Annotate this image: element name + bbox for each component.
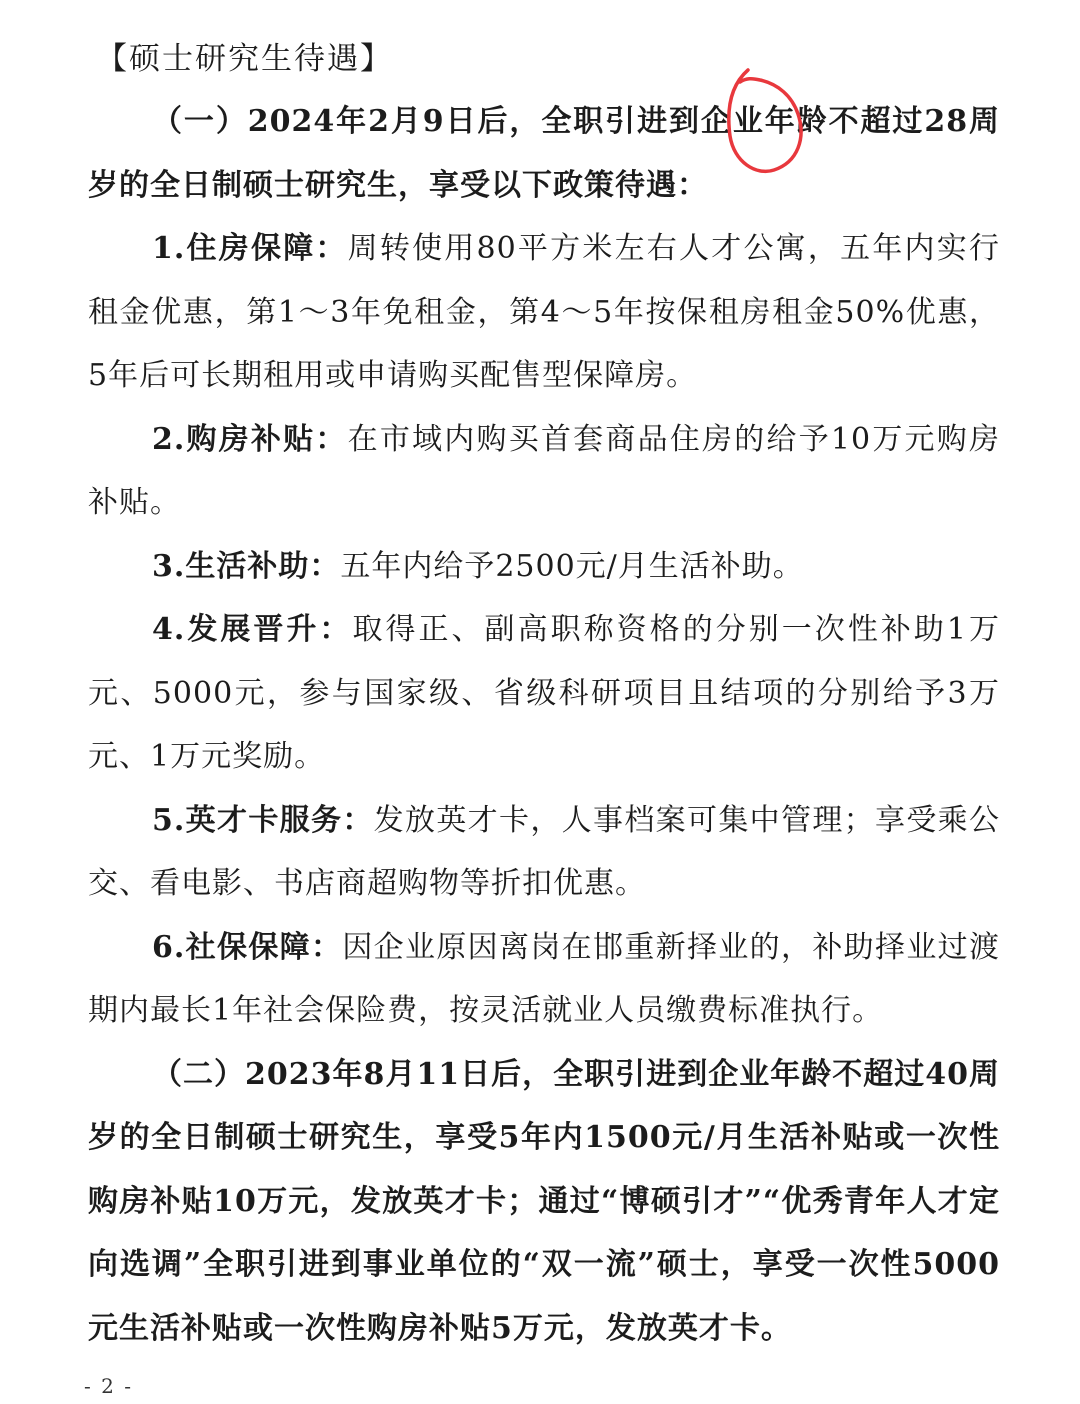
policy-item-text: 因企业原因离岗在邯重新择业的，补助择业过渡期内最长1年社会保险费，按灵活就业人员缴费标准执行。	[88, 929, 1000, 1028]
policy-item-text: 在市域内购买首套商品住房的给予10万元购房补贴。	[88, 421, 1000, 520]
policy-item-text: 周转使用80平方米左右人才公寓，五年内实行租金优惠，第1～3年免租金，第4～5年按保租房租金50%优惠，5年后可长期租用或申请购买配售型保障房。	[88, 231, 1000, 393]
policy-item-text: 五年内给予2500元/月生活补助。	[340, 548, 804, 584]
policy-item-text: 取得正、副高职称资格的分别一次性补助1万元、5000元，参与国家级、省级科研项目且结项的分别给予3万元、1万元奖励。	[88, 612, 1000, 774]
section-title: 【硕士研究生待遇】	[96, 41, 393, 77]
document-body	[88, 90, 1000, 1360]
policy-item-label: 4.发展晋升：	[152, 612, 353, 647]
policy-item-social-security	[88, 916, 1000, 1043]
policy-item-label: 5.英才卡服务：	[152, 802, 374, 838]
policy-item-label: 6.社保保障：	[152, 929, 343, 965]
policy-item-living-allowance	[88, 535, 1000, 599]
part2-paragraph: （二）2023年8月11日后，全职引进到企业年龄不超过40周岁的全日制硕士研究生，享受5年内1500元/月生活补贴或一次性购房补贴10万元，发放英才卡；通过“博硕引才”“优秀青年人才定向选调”全职引进到事业单位的“双一流”硕士，享受一次性5000元生活补贴或一次性购房补贴5万元，发放英才卡。	[88, 1056, 1000, 1346]
page-number: - 2 -	[84, 1374, 133, 1398]
policy-item-label: 3.生活补助：	[152, 548, 341, 584]
policy-item-housing	[88, 217, 1000, 408]
policy-item-text: 发放英才卡，人事档案可集中管理；享受乘公交、看电影、书店商超购物等折扣优惠。	[88, 802, 1000, 901]
policy-item-purchase-subsidy	[88, 408, 1000, 535]
part1-intro: （一）2024年2月9日后，全职引进到企业年龄不超过28周岁的全日制硕士研究生，享受以下政策待遇：	[88, 104, 1000, 203]
policy-item-promotion	[88, 598, 1000, 789]
policy-item-talent-card	[88, 789, 1000, 916]
policy-item-label: 2.购房补贴：	[152, 421, 348, 457]
policy-item-label: 1.住房保障：	[152, 231, 348, 266]
